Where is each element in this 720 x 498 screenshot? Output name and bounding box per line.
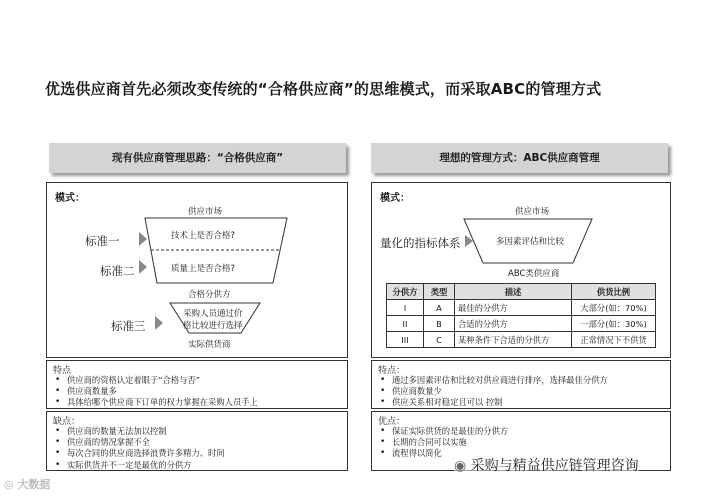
list-item: • 供应商的情况掌握不全 <box>53 437 225 448</box>
right-features-panel <box>371 360 671 409</box>
right-mode-label: 模式： <box>380 193 410 204</box>
list-item: • 具体给哪个供应商下订单的权力掌握在采购人员手上 <box>53 397 258 408</box>
table-cell: 某种条件下合适的分供方 <box>455 332 572 348</box>
left-column-header: 现有供应商管理思路：“合格供应商” <box>49 143 346 173</box>
table-row <box>387 332 656 348</box>
list-item: • 供应商数量少 <box>378 386 608 397</box>
list-item: • 流程得以简化 <box>378 448 508 459</box>
left-q1-label: 技术上是否合格? <box>171 231 236 241</box>
table-header: 供货比例 <box>572 284 656 300</box>
table-header: 描述 <box>455 284 572 300</box>
watermark-right: ◉ 采购与精益供应链管理咨询 <box>454 455 639 475</box>
list-item: • 保证实际供货的是最佳的分供方 <box>378 426 508 437</box>
left-features-panel <box>46 360 348 409</box>
right-column-header: 理想的管理方式：ABC供应商管理 <box>371 143 668 173</box>
table-cell: 最佳的分供方 <box>455 300 572 316</box>
table-cell: 一部分(如：30%) <box>572 316 656 332</box>
table-cell: B <box>424 316 455 332</box>
table-row <box>387 316 656 332</box>
funnel-text-line1: 采购人员通过价 <box>183 309 243 319</box>
std3-label: 标准三 <box>111 319 146 333</box>
table-cell: A <box>424 300 455 316</box>
left-model-frame <box>46 182 348 358</box>
table-cell: III <box>387 332 424 348</box>
wechat-icon: ◉ <box>454 458 471 474</box>
abc-supplier-table <box>386 283 656 348</box>
list-item: • 长期的合同可以实施 <box>378 437 508 448</box>
left-market-label: 供应市场 <box>188 207 223 217</box>
right-features-title: 特点： <box>378 366 406 376</box>
table-cell: I <box>387 300 424 316</box>
std2-arrow-icon <box>139 260 147 274</box>
table-cell: C <box>424 332 455 348</box>
list-item: • 每次合同的供应商选择浪费许多精力、时间 <box>53 448 225 459</box>
table-cell: 正常情况下不供货 <box>572 332 656 348</box>
right-funnel-text: 多因素评估和比较 <box>496 237 565 247</box>
list-item: • 实际供货并不一定是最优的分供方 <box>53 460 225 471</box>
table-header: 类型 <box>424 284 455 300</box>
list-item: • 供应商的资格认定着眼于“合格与否” <box>53 375 258 386</box>
std2-label: 标准二 <box>100 264 135 278</box>
left-features-title: 特点 <box>53 366 72 376</box>
table-cell: 大部分(如：70%) <box>572 300 656 316</box>
indicator-system-label: 量化的指标体系 <box>380 236 461 250</box>
list-item: • 供应商数量多 <box>53 386 258 397</box>
actual-supplier-label: 实际供货商 <box>188 340 231 350</box>
table-row <box>387 300 656 316</box>
std1-label: 标准一 <box>85 234 120 248</box>
std3-arrow-icon <box>155 316 163 330</box>
right-market-label: 供应市场 <box>515 207 550 217</box>
list-item: • 供应关系相对稳定且可以 控制 <box>378 397 608 408</box>
right-pros-title: 优点： <box>378 417 406 427</box>
std1-arrow-icon <box>139 232 147 246</box>
left-mode-label: 模式： <box>55 193 85 204</box>
list-item: • 通过多因素评估和比较对供应商进行排序，选择最佳分供方 <box>378 375 608 386</box>
watermark-left: ◎ 大数据 <box>4 478 51 491</box>
qualified-supplier-label: 合格分供方 <box>188 290 231 300</box>
left-cons-title: 缺点： <box>53 417 81 427</box>
table-header: 分供方 <box>387 284 424 300</box>
list-item: • 供应商的数量无法加以控制 <box>53 426 225 437</box>
table-cell: II <box>387 316 424 332</box>
abc-supplier-label: ABC类供应商 <box>508 269 560 279</box>
right-model-frame <box>371 182 671 358</box>
left-cons-panel <box>46 411 348 471</box>
funnel-text-line2: 格比较进行选择 <box>183 321 243 331</box>
left-q2-label: 质量上是否合格? <box>171 264 236 274</box>
table-cell: 合适的分供方 <box>455 316 572 332</box>
page-title: 优选供应商首先必须改变传统的“合格供应商”的思维模式，而采取ABC的管理方式 <box>45 80 602 98</box>
wechat-icon: ◎ <box>4 478 18 491</box>
